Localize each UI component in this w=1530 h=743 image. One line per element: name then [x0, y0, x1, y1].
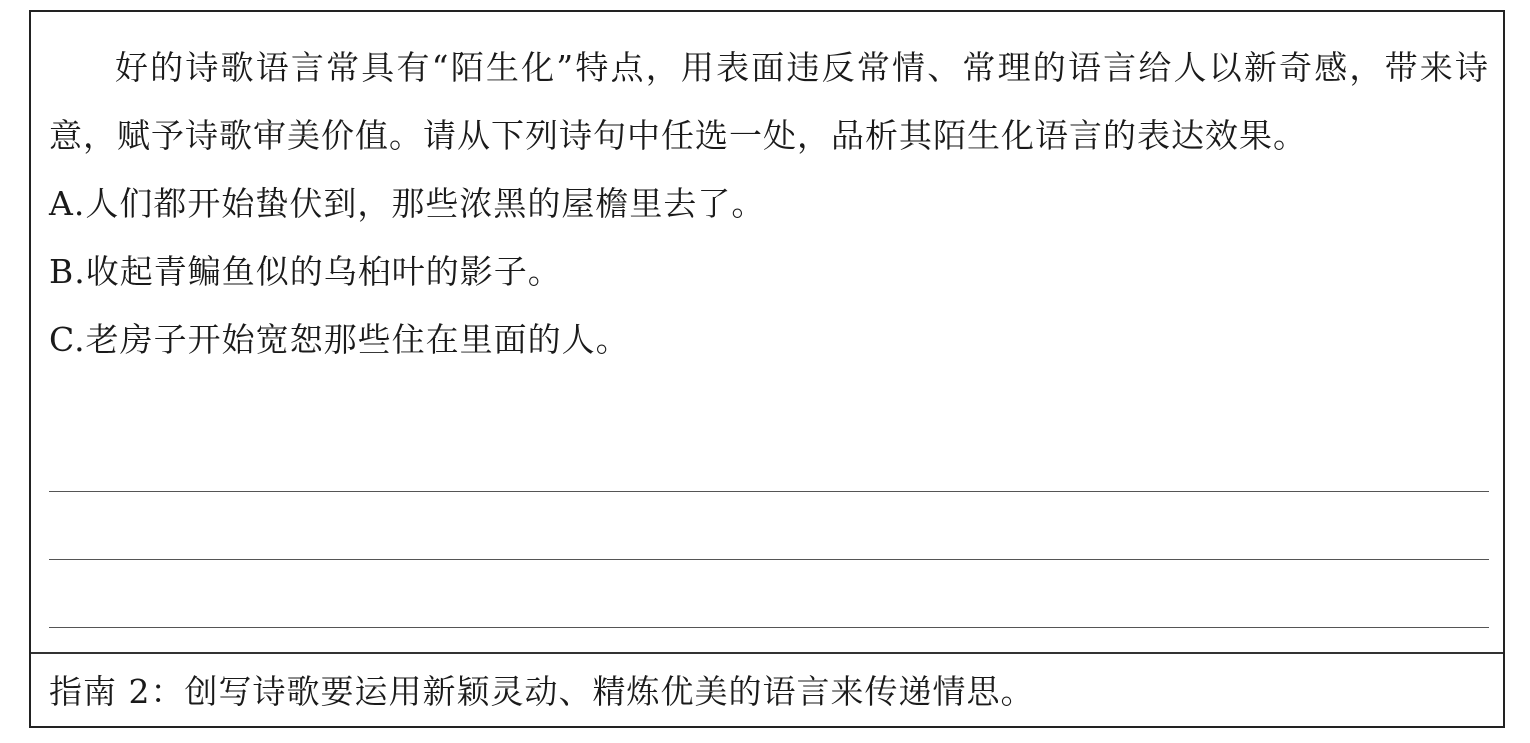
option-b: B.收起青鳊鱼似的乌桕叶的影子。 — [49, 252, 562, 291]
option-a: A.人们都开始蛰伏到，那些浓黑的屋檐里去了。 — [49, 184, 766, 223]
option-c: C.老房子开始宽恕那些住在里面的人。 — [49, 320, 630, 359]
question-box — [29, 10, 1505, 728]
guide-note: 指南 2：创写诗歌要运用新颖灵动、精炼优美的语言来传递情思。 — [49, 672, 1035, 711]
answer-line-1[interactable] — [49, 491, 1489, 492]
answer-line-3[interactable] — [49, 627, 1489, 628]
answer-line-2[interactable] — [49, 559, 1489, 560]
section-divider — [31, 652, 1503, 654]
question-prompt: 好的诗歌语言常具有“陌生化”特点，用表面违反常情、常理的语言给人以新奇感，带来诗意，赋予诗歌审美价值。请从下列诗句中任选一处，品析其陌生化语言的表达效果。 — [49, 48, 1489, 155]
question-body — [49, 34, 1489, 374]
